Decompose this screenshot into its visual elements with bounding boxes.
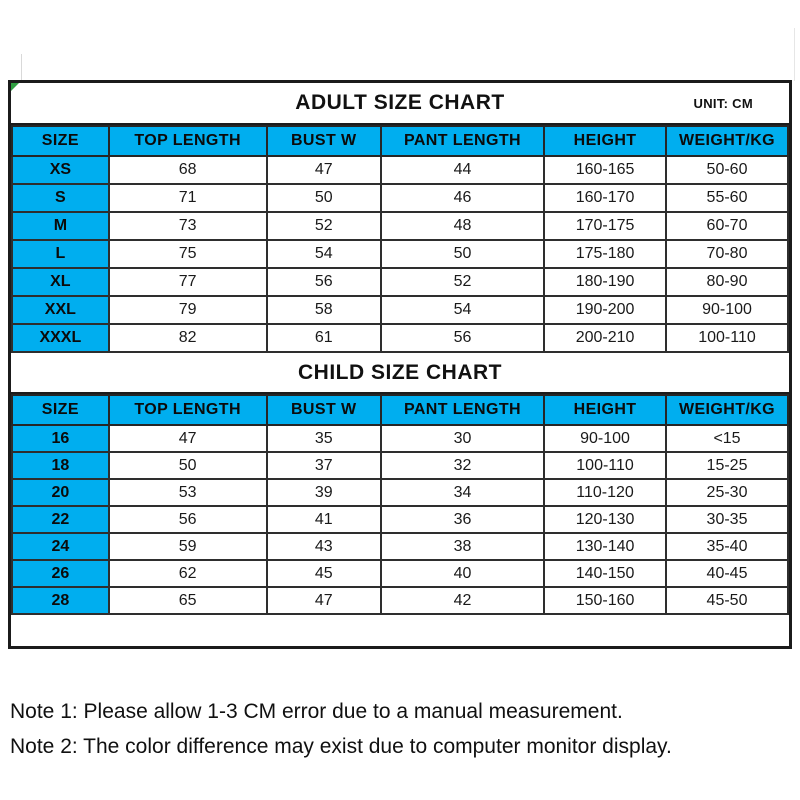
data-cell: 47 — [267, 587, 381, 614]
adult-chart-title-row — [11, 83, 789, 125]
empty-filler-row — [11, 615, 789, 646]
data-cell: 52 — [267, 212, 381, 240]
data-cell: 140-150 — [544, 560, 666, 587]
data-cell: 68 — [109, 156, 267, 184]
data-cell: 44 — [381, 156, 544, 184]
size-chart-table-frame — [8, 80, 792, 649]
column-header: TOP LENGTH — [109, 395, 267, 425]
column-header: WEIGHT/KG — [666, 126, 788, 156]
data-cell: 42 — [381, 587, 544, 614]
data-cell: 59 — [109, 533, 267, 560]
data-cell: 150-160 — [544, 587, 666, 614]
column-header: HEIGHT — [544, 126, 666, 156]
column-header: HEIGHT — [544, 395, 666, 425]
data-cell: 100-110 — [666, 324, 788, 352]
column-header: SIZE — [12, 395, 109, 425]
data-cell: 37 — [267, 452, 381, 479]
size-cell: 18 — [12, 452, 109, 479]
data-cell: 15-25 — [666, 452, 788, 479]
data-cell: 36 — [381, 506, 544, 533]
size-cell: XL — [12, 268, 109, 296]
data-cell: 56 — [267, 268, 381, 296]
table-row — [12, 560, 788, 587]
data-cell: 65 — [109, 587, 267, 614]
child-chart-title: CHILD SIZE CHART — [298, 360, 502, 384]
data-cell: 45 — [267, 560, 381, 587]
table-row — [12, 533, 788, 560]
data-cell: <15 — [666, 425, 788, 452]
data-cell: 90-100 — [666, 296, 788, 324]
data-cell: 170-175 — [544, 212, 666, 240]
data-cell: 56 — [381, 324, 544, 352]
data-cell: 40 — [381, 560, 544, 587]
column-header: WEIGHT/KG — [666, 395, 788, 425]
size-cell: 20 — [12, 479, 109, 506]
data-cell: 25-30 — [666, 479, 788, 506]
data-cell: 82 — [109, 324, 267, 352]
size-cell: XXL — [12, 296, 109, 324]
data-cell: 53 — [109, 479, 267, 506]
column-header: TOP LENGTH — [109, 126, 267, 156]
data-cell: 120-130 — [544, 506, 666, 533]
child-size-table — [11, 394, 789, 615]
data-cell: 70-80 — [666, 240, 788, 268]
size-cell: M — [12, 212, 109, 240]
data-cell: 200-210 — [544, 324, 666, 352]
data-cell: 190-200 — [544, 296, 666, 324]
data-cell: 32 — [381, 452, 544, 479]
table-row — [12, 212, 788, 240]
data-cell: 48 — [381, 212, 544, 240]
data-cell: 38 — [381, 533, 544, 560]
note-1: Note 1: Please allow 1-3 CM error due to a manual measurement. — [10, 700, 623, 723]
data-cell: 34 — [381, 479, 544, 506]
data-cell: 61 — [267, 324, 381, 352]
data-cell: 30-35 — [666, 506, 788, 533]
table-row — [12, 452, 788, 479]
child-chart-title-row — [11, 353, 789, 394]
table-row — [12, 184, 788, 212]
table-row — [12, 268, 788, 296]
green-corner-marker-icon — [11, 83, 19, 91]
data-cell: 73 — [109, 212, 267, 240]
size-cell: XXXL — [12, 324, 109, 352]
header-row — [12, 126, 788, 156]
size-cell: 26 — [12, 560, 109, 587]
header-row — [12, 395, 788, 425]
data-cell: 50-60 — [666, 156, 788, 184]
data-cell: 43 — [267, 533, 381, 560]
adult-size-table — [11, 125, 789, 353]
data-cell: 40-45 — [666, 560, 788, 587]
data-cell: 54 — [267, 240, 381, 268]
data-cell: 56 — [109, 506, 267, 533]
table-row — [12, 324, 788, 352]
note-2: Note 2: The color difference may exist due to computer monitor display. — [10, 735, 672, 758]
table-row — [12, 479, 788, 506]
data-cell: 35 — [267, 425, 381, 452]
column-header: BUST W — [267, 395, 381, 425]
column-header: SIZE — [12, 126, 109, 156]
data-cell: 77 — [109, 268, 267, 296]
column-header: BUST W — [267, 126, 381, 156]
screenshot-artifact-line — [794, 28, 795, 81]
data-cell: 90-100 — [544, 425, 666, 452]
data-cell: 45-50 — [666, 587, 788, 614]
table-row — [12, 156, 788, 184]
data-cell: 50 — [267, 184, 381, 212]
data-cell: 47 — [109, 425, 267, 452]
notes — [10, 694, 672, 764]
column-header: PANT LENGTH — [381, 126, 544, 156]
data-cell: 47 — [267, 156, 381, 184]
data-cell: 160-165 — [544, 156, 666, 184]
size-cell: L — [12, 240, 109, 268]
data-cell: 75 — [109, 240, 267, 268]
data-cell: 35-40 — [666, 533, 788, 560]
data-cell: 160-170 — [544, 184, 666, 212]
size-cell: S — [12, 184, 109, 212]
size-cell: XS — [12, 156, 109, 184]
data-cell: 62 — [109, 560, 267, 587]
data-cell: 41 — [267, 506, 381, 533]
unit-label: UNIT: CM — [693, 96, 753, 112]
data-cell: 50 — [381, 240, 544, 268]
table-row — [12, 506, 788, 533]
data-cell: 39 — [267, 479, 381, 506]
screenshot-artifact-line — [21, 54, 22, 81]
size-cell: 16 — [12, 425, 109, 452]
data-cell: 100-110 — [544, 452, 666, 479]
table-row — [12, 425, 788, 452]
data-cell: 50 — [109, 452, 267, 479]
table-row — [12, 296, 788, 324]
table-row — [12, 240, 788, 268]
data-cell: 71 — [109, 184, 267, 212]
data-cell: 58 — [267, 296, 381, 324]
data-cell: 54 — [381, 296, 544, 324]
table-row — [12, 587, 788, 614]
data-cell: 79 — [109, 296, 267, 324]
column-header: PANT LENGTH — [381, 395, 544, 425]
data-cell: 180-190 — [544, 268, 666, 296]
data-cell: 55-60 — [666, 184, 788, 212]
data-cell: 60-70 — [666, 212, 788, 240]
data-cell: 130-140 — [544, 533, 666, 560]
size-cell: 22 — [12, 506, 109, 533]
size-cell: 24 — [12, 533, 109, 560]
data-cell: 110-120 — [544, 479, 666, 506]
adult-chart-title: ADULT SIZE CHART — [295, 91, 505, 114]
data-cell: 46 — [381, 184, 544, 212]
data-cell: 30 — [381, 425, 544, 452]
data-cell: 175-180 — [544, 240, 666, 268]
size-cell: 28 — [12, 587, 109, 614]
data-cell: 80-90 — [666, 268, 788, 296]
data-cell: 52 — [381, 268, 544, 296]
